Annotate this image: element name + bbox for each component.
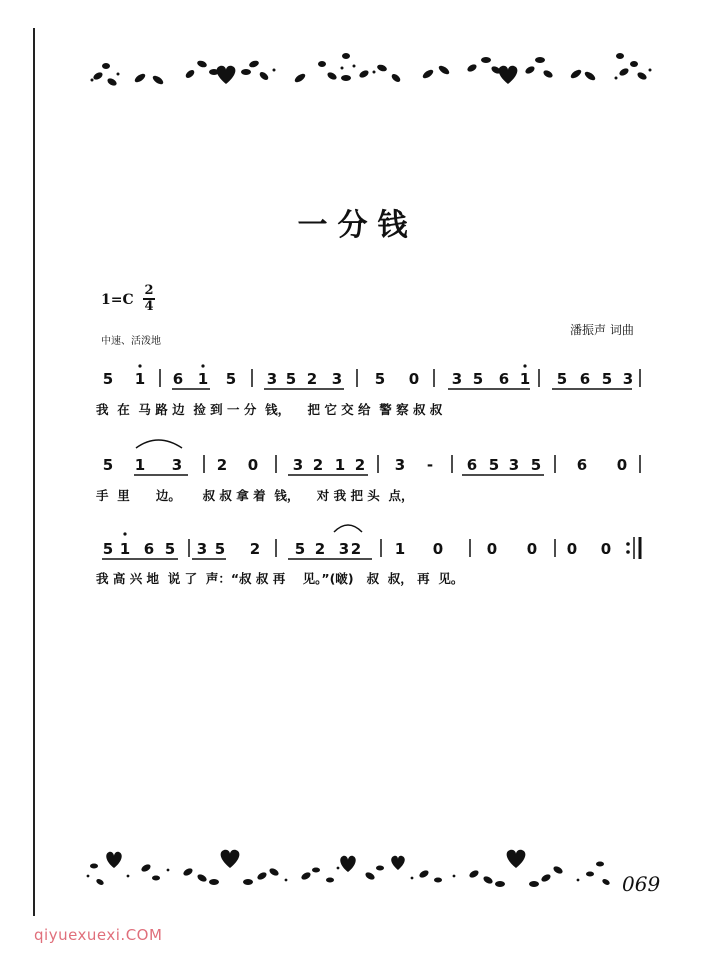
note: - [426,456,434,474]
note: 0 [600,540,612,558]
note: 2 [314,540,326,558]
note: 5 [556,370,568,388]
lyrics-line-2: 手 里 边。 叔 叔 拿 着 钱， 对 我 把 头 点， [96,488,414,503]
note: 6 [172,370,184,388]
note: 0 [408,370,420,388]
note: 0 [247,456,259,474]
note: 5 [530,456,542,474]
note: 5 [102,456,114,474]
note: 1 [334,456,346,474]
bottom-ornament-border [78,846,661,896]
note: 5 [472,370,484,388]
page-number: 069 [622,872,661,896]
note: 0 [526,540,538,558]
note: 1 [134,456,146,474]
note: 5 [601,370,613,388]
note: 5 [374,370,386,388]
note: 0 [432,540,444,558]
note: 6 [579,370,591,388]
note: 1 [197,370,209,388]
note: 1 [394,540,406,558]
time-signature-numerator: 2 [144,283,154,298]
note: 3 [622,370,634,388]
note: 6 [143,540,155,558]
note: 3 [508,456,520,474]
note: 0 [566,540,578,558]
note: 3 [171,456,183,474]
note: 2 [350,540,362,558]
note: 6 [576,456,588,474]
note: 3 [292,456,304,474]
note: 0 [486,540,498,558]
note: 3 [196,540,208,558]
note: 5 [225,370,237,388]
note: 5 [102,540,114,558]
tempo-marking: 中速、活泼地 [101,336,161,347]
composer-credit: 潘振声 词曲 [570,323,634,337]
heart-leaf-border-icon [78,846,618,894]
note: 0 [616,456,628,474]
lyrics-line-1: 我 在 马 路 边 捡 到 一 分 钱， 把 它 交 给 警 察 叔 叔 [96,402,443,417]
note: 2 [312,456,324,474]
lyrics-line-3: 我 高 兴 地 说 了 声：“叔 叔 再 见。”(啵) 叔 叔， 再 见。 [96,571,464,586]
time-signature-denominator: 4 [144,298,154,314]
note: 6 [466,456,478,474]
note: 1 [119,540,131,558]
note: 2 [354,456,366,474]
note: 3 [338,540,350,558]
site-watermark: qiyuexuexi.COM [34,926,163,944]
song-title: 一分钱 [297,208,418,243]
note: 6 [498,370,510,388]
note: 3 [331,370,343,388]
note: 5 [488,456,500,474]
note: 5 [285,370,297,388]
note: 2 [249,540,261,558]
note: 2 [216,456,228,474]
note: 5 [164,540,176,558]
note: 3 [451,370,463,388]
note: 1 [519,370,531,388]
note: 3 [266,370,278,388]
note: 5 [102,370,114,388]
key-signature: 1=C [101,292,134,308]
note: 5 [294,540,306,558]
note: 5 [214,540,226,558]
note: 2 [306,370,318,388]
note: 3 [394,456,406,474]
note: 1 [134,370,146,388]
